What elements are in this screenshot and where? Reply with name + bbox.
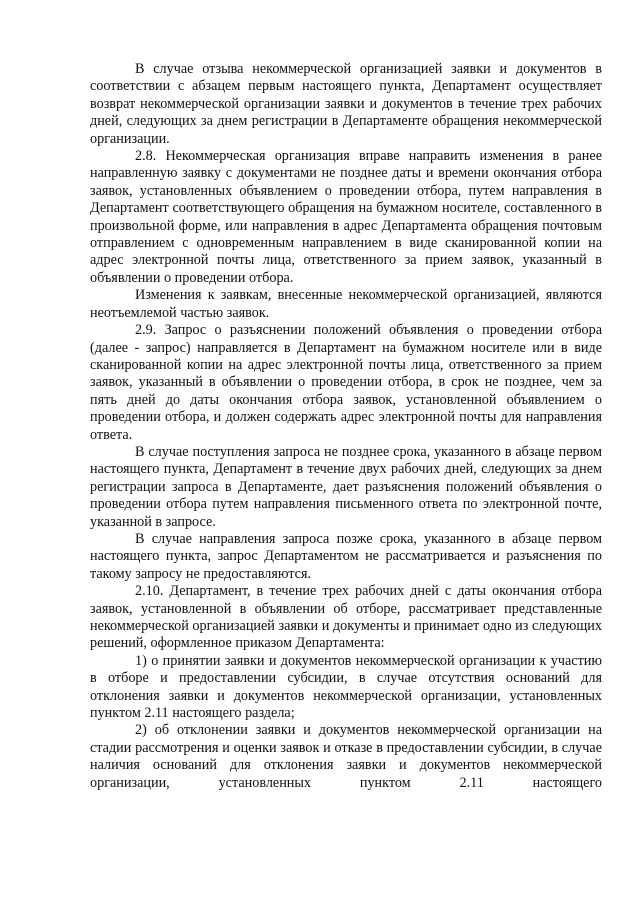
paragraph-2-8: 2.8. Некоммерческая организация вправе направить изменения в ранее направленную заявку с документами не позднее даты и времени окончания отбора заявок, установленных объявлением о проведении отбора, путем направления в Департамент соответствующего обращения на бумажном носителе, составленного в произвольной форме, или направления в адрес Департамента обращения почтовым отправлением с одновременным направлением в виде сканированной копии на адрес электронной почты лица, ответственного за прием заявок, указанный в объявлении о проведении отбора.	[90, 148, 602, 286]
paragraph-request-in-time: В случае поступления запроса не позднее срока, указанного в абзаце первом настоящего пункта, Департамент в течение двух рабочих дней, следующих за днем регистрации запроса в Департаменте, дает разъяснения положений объявления о проведении отбора путем направления письменного ответа по электронной почте, указанной в запросе.	[90, 443, 602, 530]
paragraph-changes: Изменения к заявкам, внесенные некоммерческой организацией, являются неотъемлемой частью заявок.	[90, 287, 602, 321]
paragraph-withdrawal: В случае отзыва некоммерческой организацией заявки и документов в соответствии с абзацем первым настоящего пункта, Департамент осуществляет возврат некоммерческой организации заявки и документов в течение трех рабочих дней, следующих за днем регистрации в Департаменте обращения некоммерческой организации.	[90, 61, 602, 147]
paragraph-2-10: 2.10. Департамент, в течение трех рабочих дней с даты окончания отбора заявок, установленной в объявлении об отборе, рассматривает представленные некоммерческой организацией заявки и документы и принимает одно из следующих решений, оформленное приказом Департамента:	[90, 583, 602, 652]
paragraph-decision-2: 2) об отклонении заявки и документов некоммерческой организации на стадии рассмотрения и оценки заявок и отказе в предоставлении субсидии, в случае наличия оснований для отклонения заявки и документов некоммерческой организации, установленных пунктом 2.11 настоящего	[90, 722, 602, 791]
paragraph-2-9: 2.9. Запрос о разъяснении положений объявления о проведении отбора (далее - запрос) направляется в Департамент на бумажном носителе или в виде сканированной копии на адрес электронной почты лица, ответственного за прием заявок, указанный в объявлении о проведении отбора, в срок не позднее, чем за пять дней до даты окончания отбора заявок, установленной объявлением о проведении отбора, и должен содержать адрес электронной почты для направления ответа.	[90, 322, 602, 443]
document-page	[90, 61, 602, 792]
paragraph-request-late: В случае направления запроса позже срока, указанного в абзаце первом настоящего пункта, запрос Департаментом не рассматривается и разъяснения по такому запросу не предоставляются.	[90, 530, 602, 582]
paragraph-decision-1: 1) о принятии заявки и документов некоммерческой организации к участию в отборе и предоставлении субсидии, в случае отсутствия оснований для отклонения заявки и документов некоммерческой организации, установленных пунктом 2.11 настоящего раздела;	[90, 652, 602, 722]
